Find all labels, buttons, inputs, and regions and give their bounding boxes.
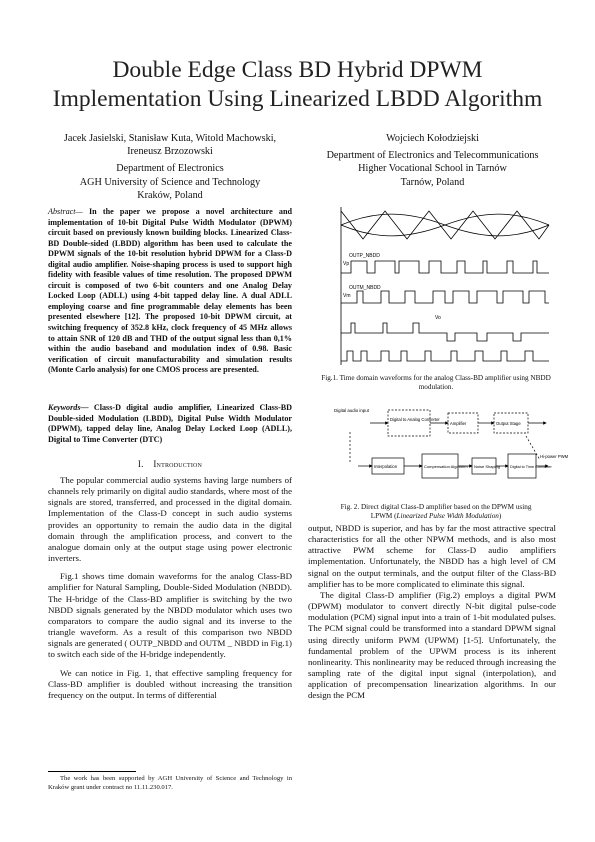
fig2-input-label: Digital audio input xyxy=(334,408,369,413)
paragraph: Fig.1 shows time domain waveforms for the analog Class-BD amplifier for Natural Sampling, Double-Sided Modulation (NBDD). The H-bridge of the Class-BD amplifier is switching by the two NBDD signals generated by the NBDD modulator which uses two comparators to compare the audio signal and its inverse to the triangle waveform. As a result of this comparison two NBDD signals are generated ( OUTP_NBDD and OUTM _ NBDD in Fig.1) to switch each side of the H-bridge independently. xyxy=(48,571,292,660)
author-school: Higher Vocational School in Tarnów xyxy=(358,163,507,175)
vo-waveform xyxy=(341,323,549,341)
figure-1-caption: Fig.1. Time domain waveforms for the analog Class-BD amplifier using NBDD modulation. xyxy=(321,374,551,392)
audio-signal-inverse xyxy=(341,214,549,236)
outp-waveform xyxy=(341,261,549,273)
keywords-lead: Keywords— xyxy=(48,403,89,412)
fig2-amplifier-label: Amplifier xyxy=(450,421,467,426)
author-city: Tarnów, Poland xyxy=(400,176,465,188)
paragraph: output, NBDD is superior, and has by far the most attractive spectral characteristics for all the other NPWM methods, and is also most attractive PWM scheme for Class-D audio amplifiers implementation. Unfortunately, the NBDD has a high level of CM signal on the output terminals, and the output filter of the Class-BD amplifier has to be more complicated to eliminate this signal. xyxy=(308,523,556,589)
title-line-2: Implementation Using Linearized LBDD Algorithm xyxy=(52,86,543,112)
author-department: Department of Electronics and Telecommunications xyxy=(326,150,539,162)
fig2-dtc-label: Digital to Time Converter xyxy=(510,465,552,469)
fig2-noise-shaping-label: Noise Shaping xyxy=(474,464,501,469)
figure-2-caption xyxy=(308,503,564,521)
fig1-label-vp: Vp xyxy=(343,261,350,267)
figure-2-caption-line-1: Fig. 2. Direct digital Class-D amplifier based on the DPWM using xyxy=(340,503,532,511)
author-university: AGH University of Science and Technology xyxy=(79,176,261,188)
fig1-label-outp: OUTP_NBDD xyxy=(349,253,380,259)
fig2-dac-block xyxy=(388,410,430,436)
figure-2-block-diagram xyxy=(330,402,570,498)
keywords xyxy=(48,403,292,445)
outm-waveform xyxy=(341,291,549,303)
paragraph: We can notice in Fig. 1, that effective sampling frequency for Class-BD amplifier is doubled without increasing the transition frequency on the output. In terms of differential xyxy=(48,667,292,700)
fig2-output-label: Hi-power PWM xyxy=(540,454,569,459)
fig2-compensation-label: Compensation Algorithm xyxy=(424,464,468,469)
footnote-text: The work has been supported by AGH University of Science and Technology in Kraków grant under contract no 11.11.230.017. xyxy=(48,775,292,791)
fig2-output-stage-label: Output Stage xyxy=(496,421,521,426)
title-line-1: Double Edge Class BD Hybrid DPWM xyxy=(112,57,483,83)
right-column-body xyxy=(308,523,556,702)
paragraph: The digital Class-D amplifier (Fig.2) employs a digital PWM (DPWM) modulator to convert directly N-bit digital pulse-code modulation (PCM) signal input into a train of 1-bit modulated pulses. The PCM signal could be transformed into a standard DPWM signal using directly uniform PWM (UPWM) [1-5]. Unfortunately, the fundamental problem of the UPWM process is its inherent nonlinearity. This nonlinearity may be reduced through increasing the sampling rate of the digital input signal (interpolation), and application of precompensation linearization algorithms. In our design the PCM xyxy=(308,589,556,701)
fig1-label-vm: Vm xyxy=(343,293,351,299)
figure-1-waveforms xyxy=(337,205,557,370)
fig1-label-outm: OUTM_NBDD xyxy=(349,285,381,291)
author-department: Department of Electronics xyxy=(116,163,224,175)
abstract xyxy=(48,207,292,376)
author-city: Kraków, Poland xyxy=(137,189,203,201)
paper-title xyxy=(20,56,575,114)
section-number: I. xyxy=(137,459,144,469)
keywords-text: Class-D digital audio amplifier, Linearized Class-BD Double-sided Modulation (LBDD), Digital Pulse Width Modulator (DPWM), tapped delay line, Analog Delay Locked Loop (ADLL), Digital to Time Converter (DTC) xyxy=(48,403,292,444)
author-names-line-2: Ireneusz Brzozowski xyxy=(127,146,213,158)
left-column-body xyxy=(48,475,292,708)
section-title: Introduction xyxy=(153,459,203,469)
section-heading xyxy=(48,459,292,469)
fig2-dac-label: Digital to Analog Converter xyxy=(390,417,440,422)
author-block-left xyxy=(40,132,300,202)
abstract-lead: Abstract— xyxy=(48,207,83,216)
footnote-rule xyxy=(48,771,136,772)
paragraph: The popular commercial audio systems having large numbers of channels rely primarily on digital audio standards, where most of the signals are stored, transferred, and processed in the digital domain. Implementation of the Class-D concept in such audio systems provides an opportunity to remain the audio data in the digital domain through the amplification process, and convert to the analogue domain only at the output stage using power electronic inverters. xyxy=(48,475,292,564)
abstract-text: In the paper we propose a novel architecture and implementation of 10-bit Digital Pulse Width Modulator (DPWM) circuit based on previously known building blocks. Linearized Class-BD Double-sided (LBDD) algorithm has been used to calculate the DPWM signals of the 10-bit resolution hybrid DPWM for a Class-D digital audio amplifier. Noise-shaping process is used to support high fidelity with feasible values of time resolution. The proposed DPWM circuit is composed of two 6-bit counters and one Analog Delay Locked Loop (ADLL) using 4-bit tapped delay line. A dual ADLL employing coarse and fine programmable delay elements has been presented elsewhere [12]. The proposed 10-bit DPWM circuit, at switching frequency of 352.8 kHz, clock frequency of 45 MHz allows to attain SNR of 120 dB and THD of the output signal less than 0,1% within the audio baseband and modulation index of 0.98. Basic verification of circuit manufacturability and simulation results (Monte Carlo analysis) for one CMOS process are presented. xyxy=(48,207,292,375)
author-block-right xyxy=(300,132,565,189)
author-name: Wojciech Kołodziejski xyxy=(386,133,479,144)
figure-2-caption-line-2: LPWM (Linearized Pulse Width Modulation) xyxy=(370,512,502,521)
author-names-line-1: Jacek Jasielski, Stanisław Kuta, Witold Machowski, xyxy=(63,133,277,144)
fig2-interpolation-label: Interpolation xyxy=(374,464,398,469)
fig1-label-vo: Vo xyxy=(435,315,441,321)
footnote xyxy=(48,775,292,792)
bottom-waveform xyxy=(341,351,549,361)
